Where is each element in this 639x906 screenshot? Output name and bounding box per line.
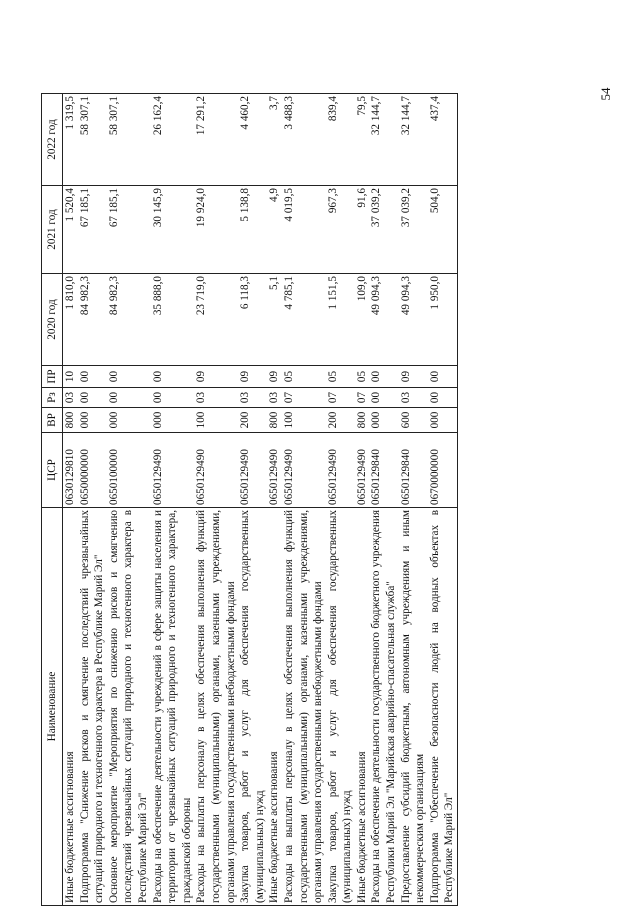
cell-csr: 0650000000	[78, 433, 107, 508]
cell-csr: 0650129840	[399, 433, 428, 508]
cell-name: Расходы на выплаты персоналу в целях обеспечения выполнения функций государственными (муниципальными) органами, казенными учреждениями, органами управления государственными внебюджетными фондами	[194, 508, 238, 906]
cell-rz: 07	[355, 388, 370, 408]
cell-2021: 30 145,9	[151, 186, 195, 274]
cell-rz: 07	[326, 388, 355, 408]
cell-2022: 839,4	[326, 94, 355, 186]
cell-rz: 00	[107, 388, 151, 408]
cell-vr: 600	[399, 408, 428, 433]
cell-2022: 3 488,3	[282, 94, 326, 186]
cell-vr: 800	[63, 408, 78, 433]
table-row	[194, 94, 238, 906]
cell-2021: 5 138,8	[238, 186, 267, 274]
header-2020: 2020 год	[42, 274, 63, 366]
cell-rz: 03	[238, 388, 267, 408]
header-name: Наименование	[42, 508, 63, 906]
cell-pr: 05	[326, 366, 355, 388]
cell-name: Расходы на обеспечение деятельности учреждений в сфере защиты населения и территории от чрезвычайных ситуаций природного и техногенного характера, гражданской обороны	[151, 508, 195, 906]
cell-rz: 00	[369, 388, 398, 408]
cell-pr: 05	[282, 366, 326, 388]
cell-2022: 32 144,7	[369, 94, 398, 186]
cell-2022: 3,7	[267, 94, 282, 186]
cell-vr: 000	[369, 408, 398, 433]
cell-2022: 17 291,2	[194, 94, 238, 186]
cell-csr: 0650129490	[355, 433, 370, 508]
table-row	[238, 94, 267, 906]
cell-2020: 1 950,0	[428, 274, 458, 366]
cell-2020: 1 810,0	[63, 274, 78, 366]
cell-rz: 00	[151, 388, 195, 408]
cell-name: Закупка товаров, работ и услуг для обеспечения государственных (муниципальных) нужд	[326, 508, 355, 906]
cell-name: Иные бюджетные ассигнования	[355, 508, 370, 906]
cell-name: Расходы на обеспечение деятельности государственного бюджетного учреждения Республики Марий Эл "Марийская аварийно-спасательная служба"	[369, 508, 398, 906]
cell-name: Основное мероприятие "Мероприятия по снижению рисков и смягчению последствий чрезвычайных ситуаций природного и техногенного характера в Республике Марий Эл"	[107, 508, 151, 906]
cell-2021: 1 520,4	[63, 186, 78, 274]
cell-2020: 1 151,5	[326, 274, 355, 366]
cell-rz: 03	[267, 388, 282, 408]
cell-csr: 0650129490	[194, 433, 238, 508]
cell-2020: 49 094,3	[369, 274, 398, 366]
cell-2021: 91,6	[355, 186, 370, 274]
header-rz: Рз	[42, 388, 63, 408]
cell-2020: 84 982,3	[107, 274, 151, 366]
cell-vr: 100	[282, 408, 326, 433]
cell-name: Иные бюджетные ассигнования	[267, 508, 282, 906]
cell-2020: 6 118,3	[238, 274, 267, 366]
cell-vr: 800	[267, 408, 282, 433]
cell-name: Закупка товаров, работ и услуг для обеспечения государственных (муниципальных) нужд	[238, 508, 267, 906]
cell-rz: 03	[63, 388, 78, 408]
table-row	[428, 94, 458, 906]
cell-2021: 4,9	[267, 186, 282, 274]
cell-2021: 967,3	[326, 186, 355, 274]
cell-vr: 000	[78, 408, 107, 433]
cell-rz: 07	[282, 388, 326, 408]
cell-rz: 00	[78, 388, 107, 408]
cell-2020: 84 982,3	[78, 274, 107, 366]
cell-csr: 0650129490	[267, 433, 282, 508]
cell-vr: 000	[428, 408, 458, 433]
cell-2020: 5,1	[267, 274, 282, 366]
cell-rz: 03	[399, 388, 428, 408]
cell-name: Подпрограмма "Снижение рисков и смягчение последствий чрезвычайных ситуаций природного и техногенного характера в Республике Марий Эл"	[78, 508, 107, 906]
cell-csr: 0650129490	[238, 433, 267, 508]
cell-pr: 00	[151, 366, 195, 388]
cell-2020: 35 888,0	[151, 274, 195, 366]
table-row	[78, 94, 107, 906]
cell-vr: 200	[326, 408, 355, 433]
cell-vr: 100	[194, 408, 238, 433]
cell-csr: 0650129490	[282, 433, 326, 508]
cell-2022: 4 460,2	[238, 94, 267, 186]
cell-csr: 0650100000	[107, 433, 151, 508]
cell-2022: 32 144,7	[399, 94, 428, 186]
header-2021: 2021 год	[42, 186, 63, 274]
cell-name: Предоставление субсидий бюджетным, автономным учреждениям и иным некоммерческим организациям	[399, 508, 428, 906]
cell-pr: 05	[355, 366, 370, 388]
cell-2020: 49 094,3	[399, 274, 428, 366]
cell-pr: 00	[78, 366, 107, 388]
cell-pr: 10	[63, 366, 78, 388]
cell-2022: 58 307,1	[78, 94, 107, 186]
table-row	[107, 94, 151, 906]
table-row	[151, 94, 195, 906]
cell-pr: 09	[194, 366, 238, 388]
cell-rz: 00	[428, 388, 458, 408]
cell-csr: 0650129490	[151, 433, 195, 508]
table-row	[282, 94, 326, 906]
cell-2022: 26 162,4	[151, 94, 195, 186]
cell-csr: 0630129810	[63, 433, 78, 508]
table-row	[63, 94, 78, 906]
cell-2021: 67 185,1	[107, 186, 151, 274]
cell-pr: 00	[369, 366, 398, 388]
cell-csr: 0670000000	[428, 433, 458, 508]
cell-vr: 200	[238, 408, 267, 433]
table-row	[369, 94, 398, 906]
cell-2021: 37 039,2	[399, 186, 428, 274]
header-vr: ВР	[42, 408, 63, 433]
cell-2022: 437,4	[428, 94, 458, 186]
cell-pr: 00	[428, 366, 458, 388]
cell-2020: 4 785,1	[282, 274, 326, 366]
budget-table-rotated	[41, 94, 591, 906]
cell-vr: 000	[107, 408, 151, 433]
header-pr: ПР	[42, 366, 63, 388]
cell-name: Подпрограмма "Обеспечение безопасности людей на водных объектах в Республике Марий Эл"	[428, 508, 458, 906]
cell-2021: 4 019,5	[282, 186, 326, 274]
cell-vr: 800	[355, 408, 370, 433]
cell-2021: 504,0	[428, 186, 458, 274]
page-number: 54	[598, 87, 613, 101]
table-row	[267, 94, 282, 906]
cell-pr: 09	[238, 366, 267, 388]
cell-pr: 00	[107, 366, 151, 388]
cell-2021: 37 039,2	[369, 186, 398, 274]
cell-2020: 23 719,0	[194, 274, 238, 366]
cell-name: Иные бюджетные ассигнования	[63, 508, 78, 906]
cell-pr: 09	[267, 366, 282, 388]
header-2022: 2022 год	[42, 94, 63, 186]
table-row	[326, 94, 355, 906]
cell-2022: 1 319,5	[63, 94, 78, 186]
table-row	[355, 94, 370, 906]
cell-csr: 0650129840	[369, 433, 398, 508]
cell-2022: 79,5	[355, 94, 370, 186]
budget-table	[41, 93, 458, 906]
cell-2020: 109,0	[355, 274, 370, 366]
table-row	[399, 94, 428, 906]
cell-pr: 09	[399, 366, 428, 388]
cell-2021: 67 185,1	[78, 186, 107, 274]
cell-2022: 58 307,1	[107, 94, 151, 186]
cell-name: Расходы на выплаты персоналу в целях обеспечения выполнения функций государственными (муниципальными) органами, казенными учреждениями, органами управления государственными внебюджетными фондами	[282, 508, 326, 906]
cell-rz: 03	[194, 388, 238, 408]
cell-2021: 19 924,0	[194, 186, 238, 274]
table-header-row	[42, 94, 63, 906]
header-csr: ЦСР	[42, 433, 63, 508]
cell-csr: 0650129490	[326, 433, 355, 508]
cell-vr: 000	[151, 408, 195, 433]
